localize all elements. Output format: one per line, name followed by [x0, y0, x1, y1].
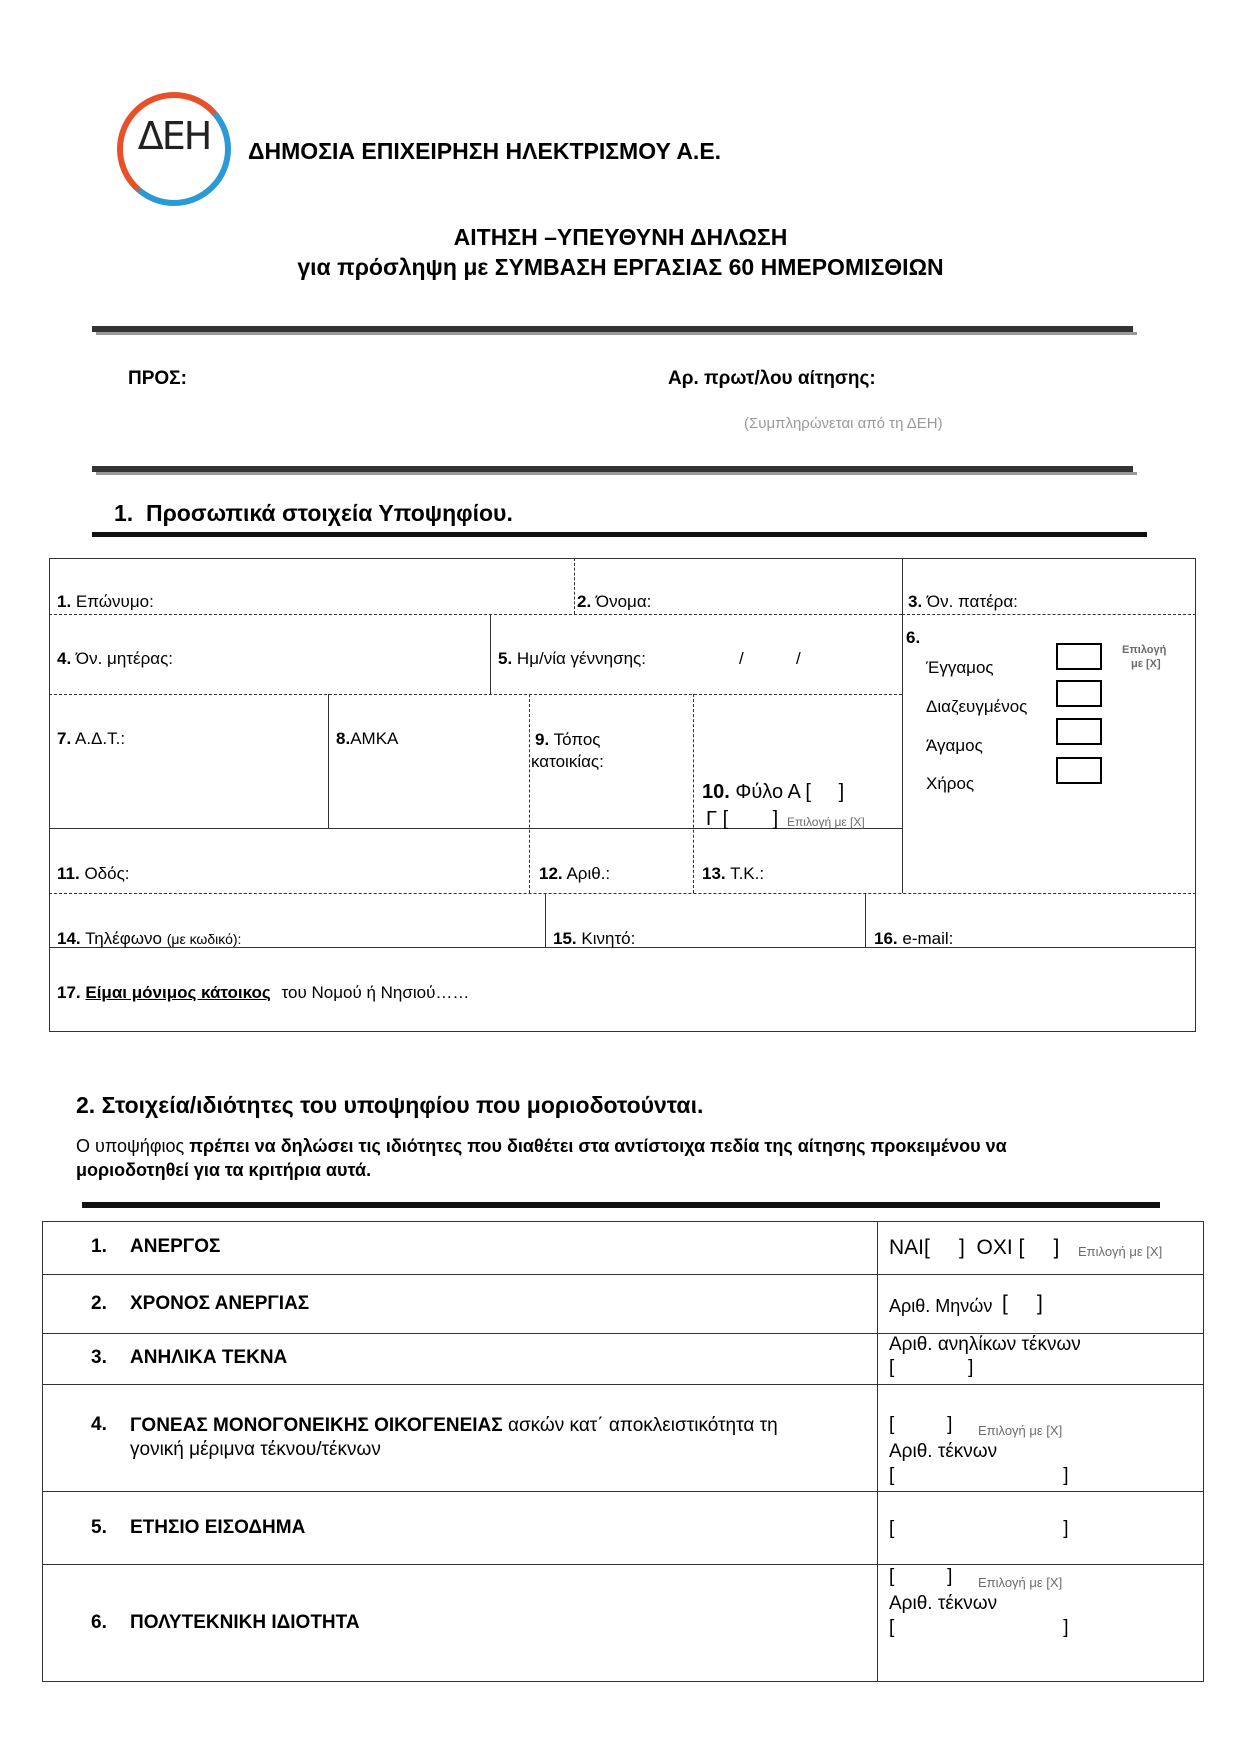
field-father-name[interactable] [908, 592, 1018, 612]
large-family-children-input[interactable]: [ ] [889, 1617, 1069, 1638]
section1-heading: 1. Προσωπικά στοιχεία Υποψηφίου. [114, 500, 513, 526]
field-label: Επώνυμο: [75, 592, 154, 611]
field-amka[interactable] [336, 729, 398, 749]
field-marital-status-number: 6. [906, 628, 921, 647]
marital-hint-1: Επιλογή [1122, 644, 1167, 656]
field-permanent-resident[interactable] [57, 983, 469, 1003]
criterion-number: 2. [91, 1293, 107, 1314]
field-number: 2. [577, 592, 592, 611]
months-input[interactable]: [ ] [1002, 1292, 1043, 1315]
logo-text: ΔΕΗ [137, 114, 211, 158]
criterion-label-rest: ασκών κατ΄ αποκλειστικότητα τη [507, 1415, 778, 1436]
single-parent-children-input[interactable]: [ ] [889, 1465, 1069, 1486]
field-number: 17. [57, 983, 81, 1002]
intro-plain: Ο υποψήφιος [76, 1136, 185, 1156]
unemployed-hint: Επιλογή με [X] [1078, 1244, 1163, 1259]
intro-bold: μοριοδοτηθεί για τα κριτήρια αυτά. [76, 1160, 372, 1180]
field-number: 11. [57, 864, 80, 883]
field-label: κατοικίας: [531, 752, 604, 771]
marital-option-married: Έγγαμος [926, 658, 994, 677]
field-birth-date[interactable] [498, 649, 646, 669]
annual-income-input[interactable]: [ ] [889, 1518, 1069, 1539]
field-residence[interactable] [531, 729, 604, 773]
criterion-number: 1. [91, 1236, 107, 1257]
field-id-number[interactable] [57, 729, 125, 749]
company-logo [115, 90, 233, 208]
field-label: Όν. πατέρα: [926, 592, 1018, 611]
marital-hint-2: με [X] [1131, 658, 1161, 670]
gender-hint: Επιλογή με [X] [787, 815, 865, 829]
field-number: 16. [874, 929, 898, 948]
field-number: 13. [702, 864, 726, 883]
personal-details-table [49, 558, 1196, 1032]
criterion-label-line2: γονική μέριμνα τέκνου/τέκνων [130, 1439, 381, 1460]
field-gender-b[interactable] [706, 808, 778, 831]
field-label: Τ.Κ.: [730, 864, 765, 883]
field-mother-name[interactable] [57, 649, 173, 669]
months-label: Αριθ. Μηνών [889, 1296, 993, 1316]
field-number: 5. [498, 649, 513, 668]
field-label: Ημ/νία γέννησης: [516, 649, 646, 668]
marital-option-divorced: Διαζευγμένος [926, 697, 1028, 716]
field-label: Γ [ ] [706, 808, 779, 830]
section2-rule [82, 1202, 1160, 1208]
criterion-number: 3. [91, 1347, 107, 1368]
field-mobile[interactable] [553, 929, 635, 949]
criterion-number: 4. [91, 1414, 107, 1435]
protocol-note: (Συμπληρώνεται από τη ΔΕΗ) [744, 415, 943, 432]
criterion-minor-children: ΑΝΗΛΙΚΑ ΤΕΚΝΑ [130, 1347, 288, 1368]
protocol-label: Αρ. πρωτ/λου αίτησης: [668, 368, 876, 389]
widowed-checkbox[interactable] [1056, 757, 1102, 784]
date-separator: / [796, 649, 801, 668]
criterion-number: 6. [91, 1612, 107, 1633]
field-label-small: (με κωδικό): [166, 931, 242, 947]
field-number: 10. [702, 781, 730, 803]
minor-children-label: Αριθ. ανηλίκων τέκνων [889, 1334, 1081, 1355]
large-family-hint: Επιλογή με [X] [978, 1575, 1063, 1590]
single-parent-children-label: Αριθ. τέκνων [889, 1441, 998, 1462]
field-label: Οδός: [84, 864, 130, 883]
top-rule-shadow [96, 332, 1137, 335]
field-label-bold: Είμαι μόνιμος κάτοικος [85, 983, 271, 1002]
addressee-label: ΠΡΟΣ: [128, 368, 187, 389]
field-label: του Νομού ή Νησιού…… [281, 983, 470, 1002]
section2-intro [76, 1134, 1176, 1182]
single-parent-hint: Επιλογή με [X] [978, 1423, 1063, 1438]
unemployed-choice[interactable]: ΝΑΙ[ ] ΟΧΙ [ ] [889, 1236, 1060, 1259]
field-label: Τόπος [553, 730, 601, 749]
criterion-large-family: ΠΟΛΥΤΕΚΝΙΚΗ ΙΔΙΟΤΗΤΑ [130, 1612, 360, 1633]
criterion-annual-income: ΕΤΗΣΙΟ ΕΙΣΟΔΗΜΑ [130, 1517, 306, 1538]
marital-option-widowed: Χήρος [926, 774, 975, 793]
field-number: 14. [57, 929, 81, 948]
field-label: Α.Δ.Τ.: [74, 729, 126, 748]
criterion-unemployment-time: ΧΡΟΝΟΣ ΑΝΕΡΓΙΑΣ [130, 1293, 310, 1314]
date-separator: / [739, 649, 744, 668]
divorced-checkbox[interactable] [1056, 680, 1102, 707]
company-name: ΔΗΜΟΣΙΑ ΕΠΙΧΕΙΡΗΣΗ ΗΛΕΚΤΡΙΣΜΟΥ Α.Ε. [248, 138, 722, 164]
married-checkbox[interactable] [1056, 643, 1102, 670]
field-street[interactable] [57, 864, 130, 884]
field-email[interactable] [874, 929, 953, 949]
field-label: Τηλέφωνο [85, 929, 162, 948]
field-first-name[interactable] [577, 592, 651, 612]
field-number: 4. [57, 649, 72, 668]
document-subtitle: για πρόσληψη με ΣΥΜΒΑΣΗ ΕΡΓΑΣΙΑΣ 60 ΗΜΕΡΟΜΙΣΘΙΩΝ [297, 254, 944, 280]
criterion-unemployed: ΑΝΕΡΓΟΣ [130, 1236, 221, 1257]
single-parent-choice[interactable]: [ ] [889, 1414, 953, 1435]
field-label: ΑΜΚΑ [350, 729, 399, 748]
field-label: Όνομα: [595, 592, 652, 611]
large-family-children-label: Αριθ. τέκνων [889, 1593, 998, 1614]
criterion-single-parent [130, 1414, 860, 1462]
marital-option-single: Άγαμος [926, 736, 983, 755]
field-number: 1. [57, 592, 72, 611]
field-surname[interactable] [57, 592, 154, 612]
field-number: 12. [539, 864, 563, 883]
minor-children-input[interactable]: [ ] [889, 1357, 974, 1378]
mid-rule-shadow [96, 472, 1137, 475]
section2-heading: 2. Στοιχεία/ιδιότητες του υποψηφίου που μοριοδοτούνται. [76, 1092, 704, 1118]
field-label: Κινητό: [581, 929, 636, 948]
field-number: 8. [336, 729, 351, 748]
field-gender[interactable] [702, 781, 844, 804]
section1-rule [92, 532, 1147, 537]
field-label: Όν. μητέρας: [75, 649, 173, 668]
field-number: 3. [908, 592, 923, 611]
field-number: 9. [535, 730, 550, 749]
field-number: 15. [553, 929, 577, 948]
field-label: e-mail: [902, 929, 954, 948]
criterion-number: 5. [91, 1517, 107, 1538]
field-label: Αριθ.: [566, 864, 611, 883]
intro-bold: πρέπει να δηλώσει τις ιδιότητες που διαθέτει στα αντίστοιχα πεδία της αίτησης προκειμένου να [189, 1136, 1007, 1156]
large-family-choice[interactable]: [ ] [889, 1566, 953, 1587]
field-street-number[interactable] [539, 864, 610, 884]
field-postal-code[interactable] [702, 864, 764, 884]
field-number: 7. [57, 729, 72, 748]
single-checkbox[interactable] [1056, 718, 1102, 745]
field-phone[interactable] [57, 929, 241, 949]
document-title: ΑΙΤΗΣΗ –ΥΠΕΥΘΥΝΗ ΔΗΛΩΣΗ [453, 224, 788, 250]
criterion-label: ΓΟΝΕΑΣ ΜΟΝΟΓΟΝΕΙΚΗΣ ΟΙΚΟΓΕΝΕΙΑΣ [130, 1415, 503, 1436]
field-label: Φύλο Α [ ] [735, 781, 845, 803]
